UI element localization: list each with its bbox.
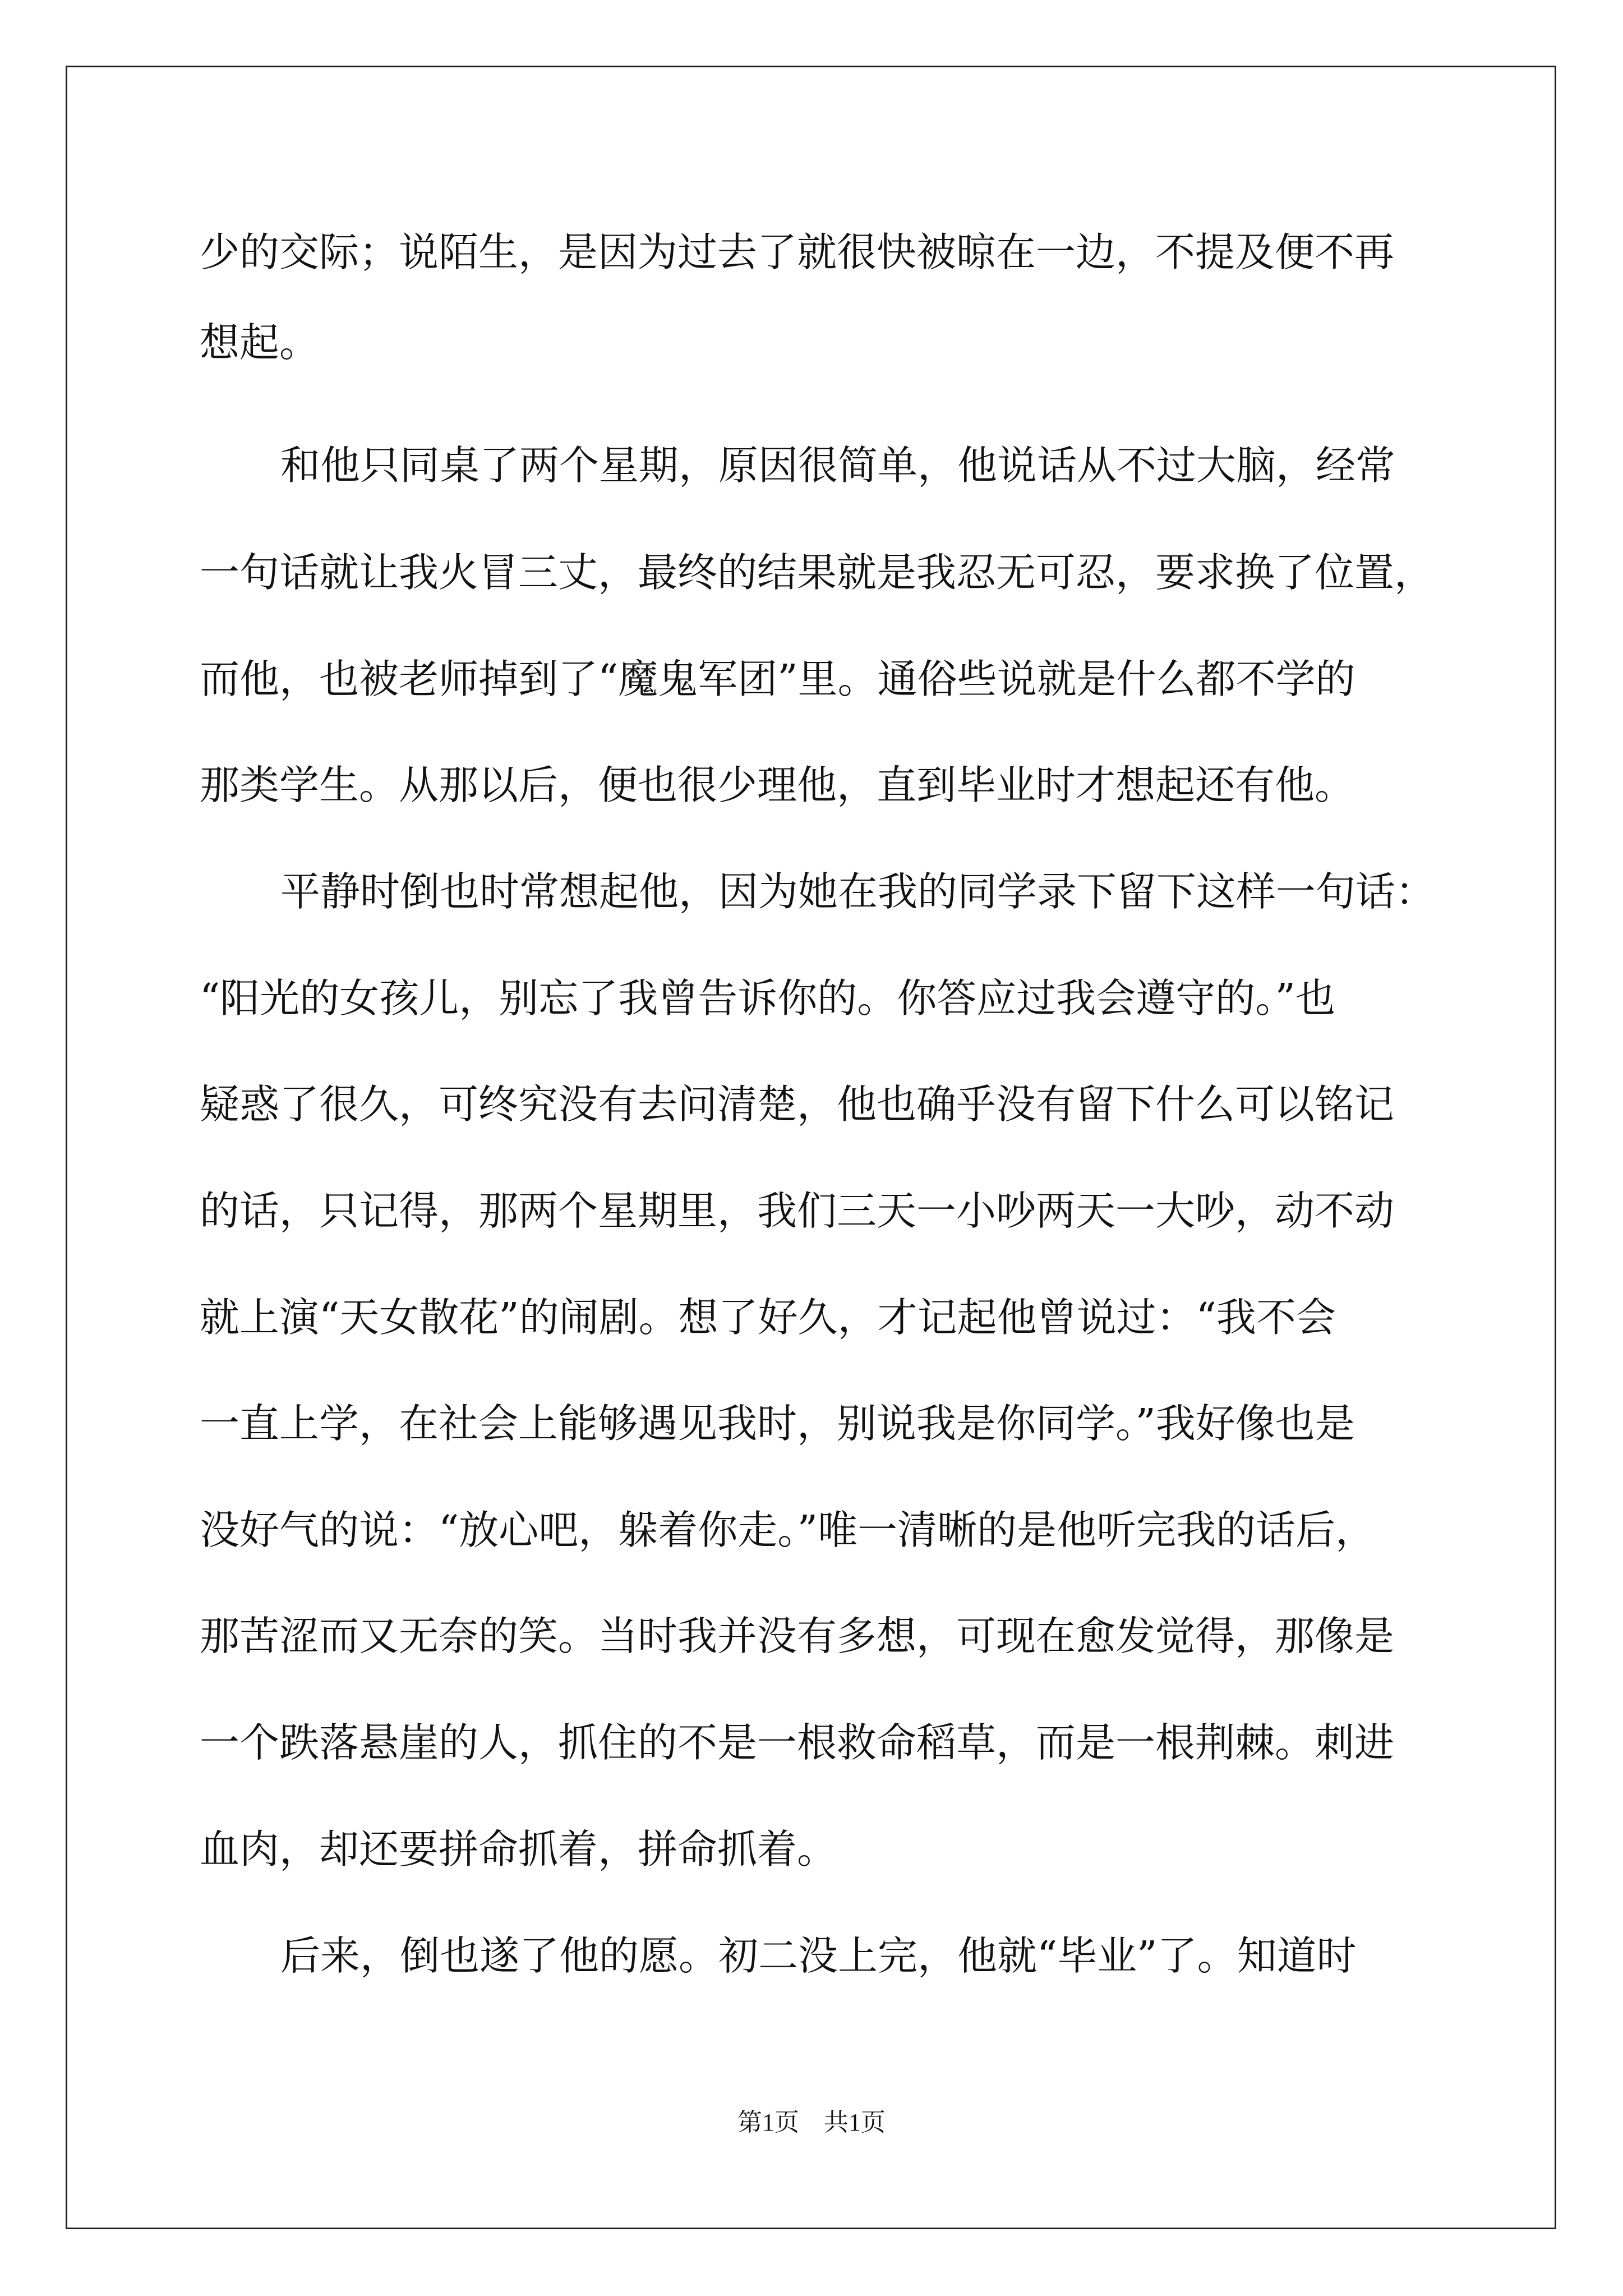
text-line: 少的交际；说陌生，是因为过去了就很快被晾在一边，不提及便不再 bbox=[200, 229, 1395, 275]
page-border bbox=[66, 66, 1556, 2229]
text-line: “阳光的女孩儿，别忘了我曾告诉你的。你答应过我会遵守的。”也 bbox=[200, 975, 1336, 1022]
page-footer: 第1页 共1页 bbox=[737, 2109, 886, 2136]
text-line: 那类学生。从那以后，便也很少理他，直到毕业时才想起还有他。 bbox=[200, 762, 1355, 808]
text-line: 而他，也被老师掉到了“魔鬼军团”里。通俗些说就是什么都不学的 bbox=[200, 656, 1355, 702]
text-line: 的话，只记得，那两个星期里，我们三天一小吵两天一大吵，动不动 bbox=[200, 1188, 1395, 1234]
text-line: 平静时倒也时常想起他，因为她在我的同学录下留下这样一句话： bbox=[280, 868, 1436, 915]
text-line: 就上演“天女散花”的闹剧。想了好久，才记起他曾说过：“我不会 bbox=[200, 1294, 1336, 1341]
text-line: 后来，倒也遂了他的愿。初二没上完，他就“毕业”了。知道时 bbox=[280, 1932, 1357, 1979]
text-line: 没好气的说：“放心吧，躲着你走。”唯一清晰的是他听完我的话后， bbox=[200, 1507, 1376, 1553]
text-line: 一句话就让我火冒三丈，最终的结果就是我忍无可忍，要求换了位置， bbox=[200, 549, 1435, 596]
text-line: 那苦涩而又无奈的笑。当时我并没有多想，可现在愈发觉得，那像是 bbox=[200, 1613, 1395, 1659]
text-line: 想起。 bbox=[200, 319, 320, 366]
text-line: 血肉，却还要拼命抓着，拼命抓着。 bbox=[200, 1826, 837, 1872]
text-line: 一个跌落悬崖的人，抓住的不是一根救命稻草，而是一根荆棘。刺进 bbox=[200, 1719, 1395, 1766]
text-line: 疑惑了很久，可终究没有去问清楚，他也确乎没有留下什么可以铭记 bbox=[200, 1081, 1395, 1128]
text-line: 和他只同桌了两个星期，原因很简单，他说话从不过大脑，经常 bbox=[280, 442, 1396, 489]
text-line: 一直上学，在社会上能够遇见我时，别说我是你同学。”我好像也是 bbox=[200, 1400, 1355, 1447]
